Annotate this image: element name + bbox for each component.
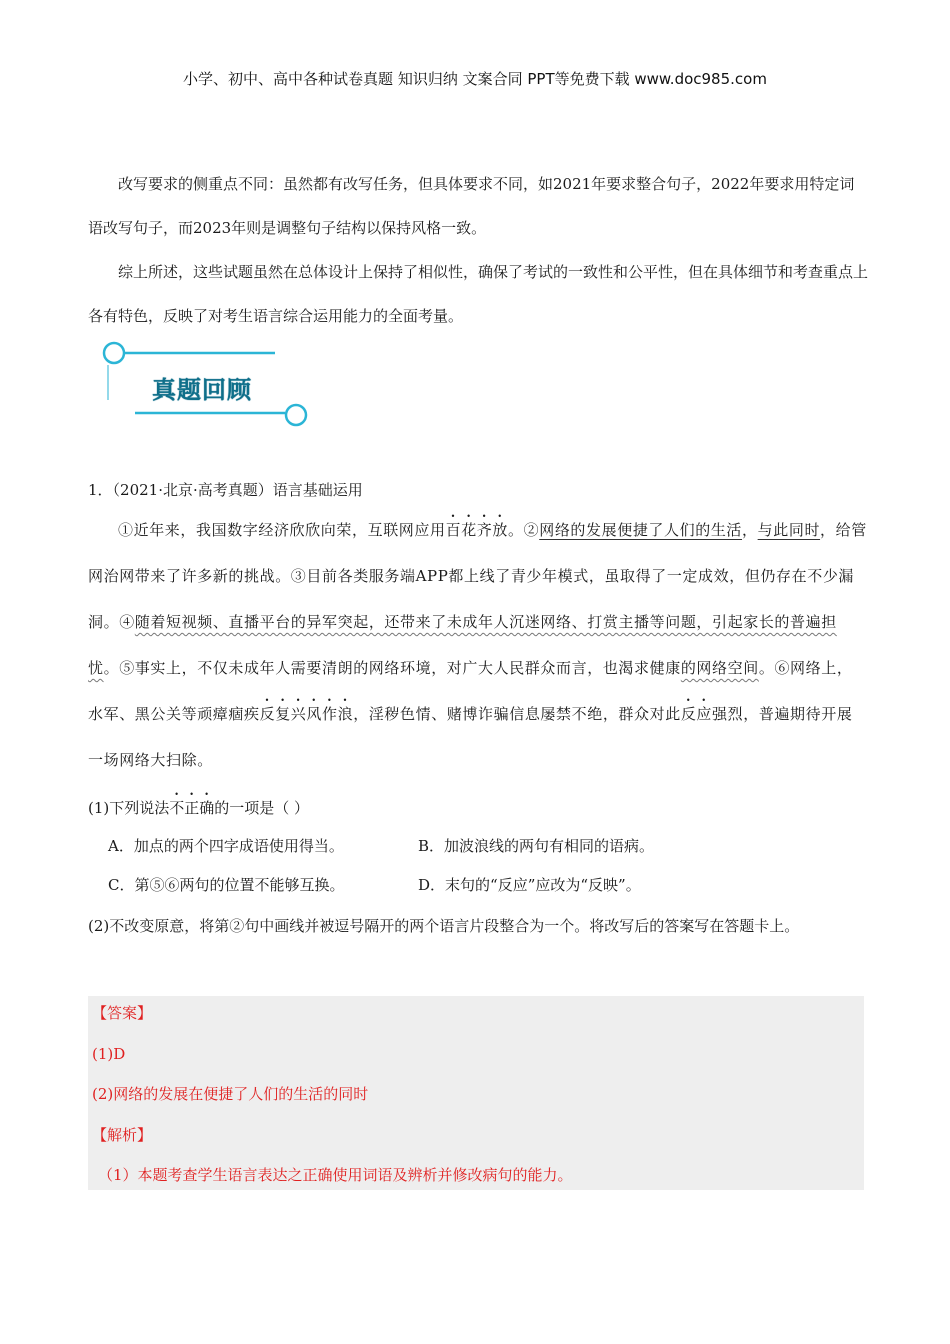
passage-text: ①近年来，我国数字经济欣欣向荣，互联网应用 [118, 521, 446, 539]
answer-heading: 【答案】 [92, 1004, 153, 1022]
option-c: C．第⑤⑥两句的位置不能够互换。 [108, 876, 345, 894]
dotted-word-reaction: 反应 [680, 705, 713, 723]
sub-question-2: (2)不改变原意，将第②句中画线并被逗号隔开的两个语言片段整合为一个。将改写后的答案写在答题卡上。 [88, 917, 800, 935]
banner-title: 真题回顾 [152, 376, 252, 404]
passage-text: ，给管网治网带来了许多新的挑战。③目前各类服务端APP都上线了青少年模式，虽取得了一定成效，但仍存在不少漏洞。④ [88, 521, 867, 631]
answer-2: (2)网络的发展在便捷了人们的生活的同时 [92, 1085, 369, 1103]
question-title: 1．（2021·北京·高考真题）语言基础运用 [88, 481, 363, 499]
passage-text: 。⑤事实上，不仅未成年人需要清朗的网络环境，对广大人民群众而言，也渴求健康 [103, 659, 681, 677]
answer-box [88, 996, 864, 1190]
answer-1: (1)D [92, 1045, 126, 1063]
dotted-idiom-2: 反复兴风作浪 [259, 705, 354, 723]
dotted-idiom-1: 百花齐放 [445, 521, 509, 539]
sub1-text: (1)下列说法 [88, 799, 170, 817]
site-header: 小学、初中、高中各种试卷真题 知识归纳 文案合同 PPT等免费下载 www.doc985.com [183, 70, 767, 88]
intro-paragraph-1: 改写要求的侧重点不同：虽然都有改写任务，但具体要求不同，如2021年要求整合句子，2022年要求用特定词语改写句子，而2023年则是调整句子结构以保持风格一致。 [88, 175, 855, 237]
option-a: A．加点的两个四字成语使用得当。 [108, 837, 344, 855]
banner-ring-right [286, 405, 306, 425]
sub1-text: 的一项是（ ） [214, 799, 310, 817]
analysis-1: （1）本题考查学生语言表达之正确使用词语及辨析并修改病句的能力。 [98, 1166, 573, 1184]
question-passage [88, 507, 868, 783]
underlined-fragment-2: 与此同时 [757, 521, 821, 539]
passage-text: ，淫秽色情、赌博诈骗信息屡禁不绝，群众对此 [353, 705, 681, 723]
section-banner [100, 340, 315, 435]
sub-question-1 [88, 790, 309, 821]
passage-text: 。⑥网络上，水军、黑公关等顽瘴痼疾 [88, 659, 853, 723]
intro-paragraph-2: 综上所述，这些试题虽然在总体设计上保持了相似性，确保了考试的一致性和公平性，但在具体细节和考查重点上各有特色，反映了对考生语言综合运用能力的全面考量。 [88, 263, 869, 325]
sub1-dotted: 不正确 [169, 799, 215, 817]
analysis-heading: 【解析】 [92, 1126, 153, 1144]
banner-ring-left [104, 343, 124, 363]
option-d: D．末句的“反应”应改为“反映”。 [418, 876, 641, 894]
option-b: B．加波浪线的两句有相同的语病。 [418, 837, 655, 855]
passage-text: 。② [508, 521, 540, 539]
passage-text: 强烈，普遍期待开展一场网络大扫除。 [88, 705, 853, 769]
passage-text: ， [742, 521, 758, 539]
wavy-sentence-2: 的网络空间 [680, 659, 759, 677]
wavy-sentence-1: 随着短视频、直播平台的异军突起，还带来了未成年人沉迷网络、打赏主播等问题，引起家长的普遍担忧 [88, 613, 837, 677]
underlined-fragment-1: 网络的发展便捷了人们的生活 [539, 521, 743, 539]
